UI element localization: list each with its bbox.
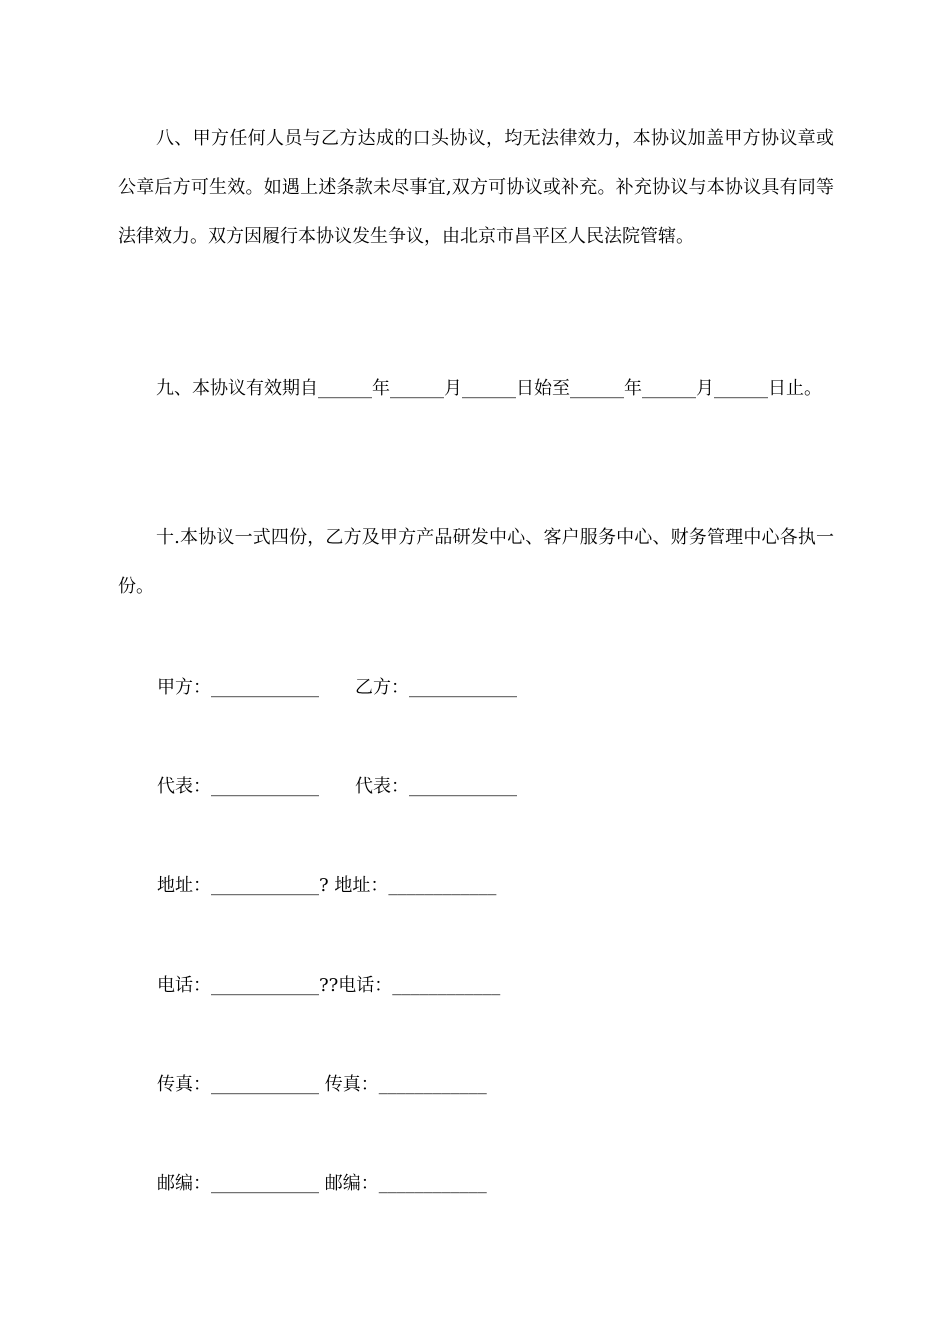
signature-fax-line: 传真：____________ 传真：____________ bbox=[157, 1074, 487, 1095]
signature-postcode-line: 邮编：____________ 邮编：____________ bbox=[157, 1173, 487, 1194]
signature-party-line: 甲方：____________ 乙方：____________ bbox=[157, 677, 517, 698]
clause-10-paragraph: 十.本协议一式四份，乙方及甲方产品研发中心、客户服务中心、财务管理中心各执一份。 bbox=[118, 527, 834, 597]
signature-address-line: 地址：____________? 地址：____________ bbox=[157, 875, 497, 896]
signature-phone-line: 电话：____________??电话：____________ bbox=[157, 975, 501, 996]
signature-representative-line: 代表：____________ 代表：____________ bbox=[157, 776, 517, 797]
clause-8-paragraph: 八、甲方任何人员与乙方达成的口头协议，均无法律效力，本协议加盖甲方协议章或公章后方可生效。如遇上述条款未尽事宜,双方可协议或补充。补充协议与本协议具有同等法律效力。双方因履行本协议发生争议，由北京市昌平区人民法院管辖。 bbox=[118, 128, 834, 247]
clause-9-paragraph: 九、本协议有效期自______年______月______日始至______年______月______日止。 bbox=[156, 378, 822, 399]
